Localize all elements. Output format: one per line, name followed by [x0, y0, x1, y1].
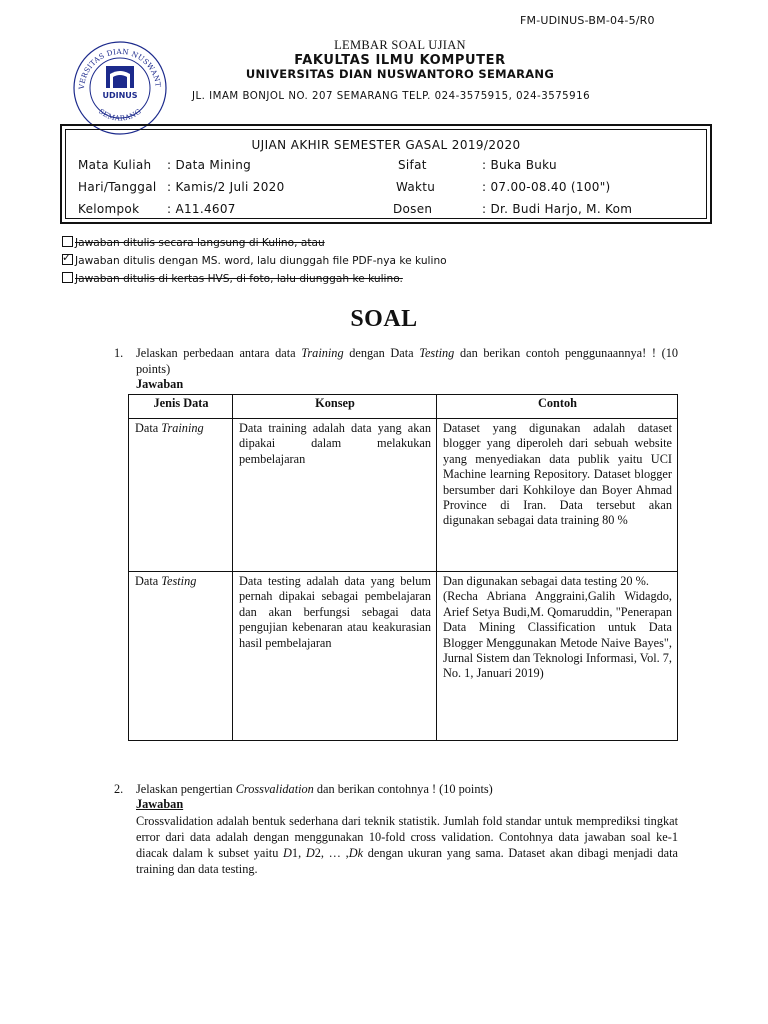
option-hvs[interactable]: [62, 272, 403, 285]
table-row: [129, 419, 678, 572]
svg-text:UDINUS: UDINUS: [102, 91, 138, 100]
faculty-name: FAKULTAS ILMU KOMPUTER: [294, 53, 506, 68]
cell-contoh: Dataset yang digunakan adalah dataset blogger yang diperoleh dari sebuah website yang menyediakan data publik yaitu UCI Machine learning Repository. Dataset blogger bersumber dari Kohkiloye dan Boyer Ahmad Province di Iran. Data tersebut akan digunakan sebagai data training 80 %: [437, 419, 678, 572]
waktu-label: Waktu: [396, 180, 436, 194]
cell-jenis: Data Training: [129, 419, 233, 572]
checkbox-icon[interactable]: [62, 236, 73, 247]
header-jenis-data: Jenis Data: [129, 395, 233, 419]
q1-text: Jelaskan perbedaan antara data Training dengan Data Testing dan berikan contoh penggunaannya! ! (10 points): [136, 346, 678, 376]
university-name: UNIVERSITAS DIAN NUSWANTORO SEMARANG: [245, 67, 555, 81]
header-contoh: Contoh: [437, 395, 678, 419]
table-header-row: [129, 395, 678, 419]
header-konsep: Konsep: [233, 395, 437, 419]
university-logo: [70, 38, 170, 138]
option-text: Jawaban ditulis dengan MS. word, lalu diunggah file PDF-nya ke kulino: [75, 255, 447, 267]
dosen-value: : Dr. Budi Harjo, M. Kom: [482, 202, 633, 216]
kelompok-label: Kelompok: [78, 202, 140, 216]
option-text: Jawaban ditulis secara langsung di Kulino, atau: [75, 237, 325, 249]
cell-konsep: Data testing adalah data yang belum pernah dipakai sebagai pembelajaran dan akan berfungsi sebagai data pengujian kebenaran atau keakurasian hasil pembelajaran: [233, 572, 437, 741]
q2-answer-label: Jawaban: [136, 797, 184, 811]
exam-info-box: [60, 124, 712, 224]
table-row: [129, 572, 678, 741]
hari-value: : Kamis/2 Juli 2020: [167, 180, 285, 194]
q2-number: 2.: [114, 782, 124, 796]
soal-heading: SOAL: [350, 306, 418, 332]
cell-jenis: Data Testing: [129, 572, 233, 741]
q2-text: Jelaskan pengertian Crossvalidation dan berikan contohnya ! (10 points): [136, 782, 493, 796]
checkbox-checked-icon[interactable]: [62, 254, 73, 265]
q2-answer-text: Crossvalidation adalah bentuk sederhana dari teknik statistik. Jumlah fold standar untuk memprediksi tingkat error dari data adalah dengan menggunakan 10-fold cross validation. Contohnya data jawaban soal ke-1 diacak dalam k subset yaitu D1, D2, … ,Dk dengan ukuran yang sama. Dataset akan dibagi menjadi data training dan data testing.: [136, 814, 678, 876]
dosen-label: Dosen: [393, 202, 433, 216]
cell-contoh: Dan digunakan sebagai data testing 20 %. (Recha Abriana Anggraini,Galih Widagdo, Arief Setya Budi,M. Qomaruddin, "Penerapan Data Mining Classification untuk Data Blogger Menggunakan Metode Naive Bayes", Jurnal Sistem dan Teknologi Informasi, Vol. 7, No. 1, Januari 2019): [437, 572, 678, 741]
q1-answer-label: Jawaban: [136, 377, 184, 391]
hari-label: Hari/Tanggal: [78, 180, 157, 194]
logo-seal-icon: [70, 38, 170, 138]
mata-kuliah-value: : Data Mining: [167, 158, 252, 172]
checkbox-icon[interactable]: [62, 272, 73, 283]
option-msword[interactable]: [62, 254, 447, 267]
cell-konsep: Data training adalah data yang akan dipakai dalam melakukan pembelajaran: [233, 419, 437, 572]
option-text: Jawaban ditulis di kertas HVS, di foto, lalu diunggah ke kulino.: [75, 273, 403, 285]
address: JL. IMAM BONJOL NO. 207 SEMARANG TELP. 024-3575915, 024-3575916: [192, 91, 591, 102]
sheet-title: LEMBAR SOAL UJIAN: [334, 38, 466, 52]
q1-number: 1.: [114, 346, 124, 360]
option-kulino[interactable]: [62, 236, 325, 249]
mata-kuliah-label: Mata Kuliah: [78, 158, 152, 172]
q1-answer-table: [128, 394, 678, 741]
exam-title: UJIAN AKHIR SEMESTER GASAL 2019/2020: [251, 138, 521, 152]
form-code: FM-UDINUS-BM-04-5/R0: [520, 14, 655, 27]
svg-text:UNIVERSITAS DIAN NUSWANTORO: VERSITAS DIAN NUSWANT: [76, 46, 163, 90]
waktu-value: : 07.00-08.40 (100"): [482, 180, 611, 194]
sifat-value: : Buka Buku: [482, 158, 557, 172]
kelompok-value: : A11.4607: [167, 202, 236, 216]
svg-text:SEMARANG: SEMARANG: [97, 107, 143, 123]
sifat-label: Sifat: [398, 158, 427, 172]
